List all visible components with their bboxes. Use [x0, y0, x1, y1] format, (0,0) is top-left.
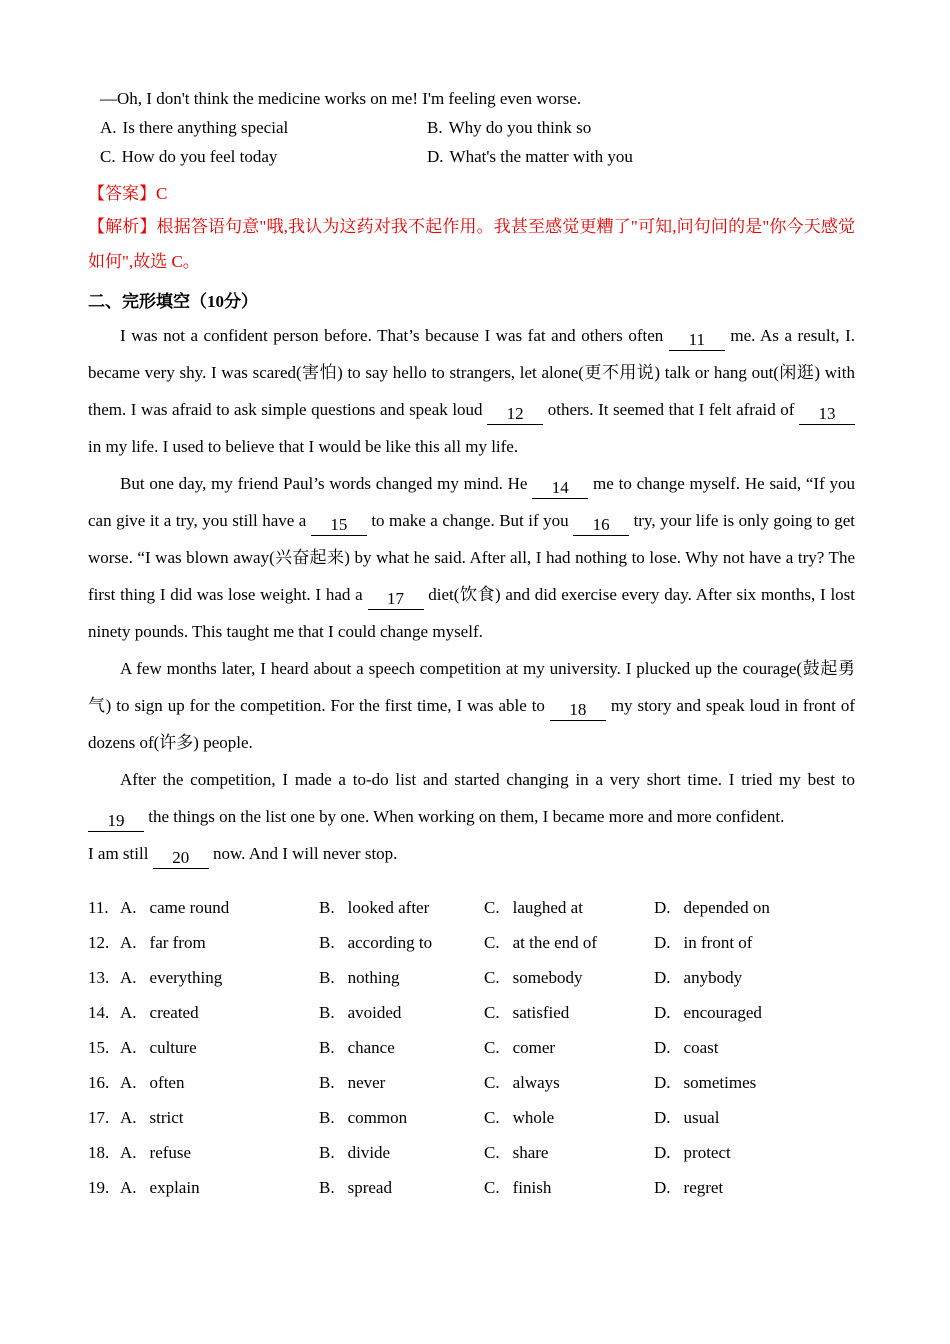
- choice-d: [427, 142, 633, 171]
- option-letter: A.: [120, 1003, 137, 1022]
- choice-a: [100, 113, 427, 142]
- option-d: [654, 1065, 855, 1100]
- option-d: [654, 1030, 855, 1065]
- option-letter: B.: [319, 1178, 335, 1197]
- passage-text: my story and speak loud in front of dozens of(许多) people.: [88, 696, 855, 752]
- choice-b-label: B.: [427, 118, 443, 137]
- analysis-line: [88, 209, 855, 279]
- option-b: [319, 995, 484, 1030]
- cloze-option-row-15: [88, 1030, 855, 1065]
- option-letter: D.: [654, 968, 671, 987]
- option-a: [120, 1030, 319, 1065]
- option-letter: D.: [654, 898, 671, 917]
- option-letter: A.: [120, 1143, 137, 1162]
- option-a: [120, 925, 319, 960]
- question-number: 17.: [88, 1108, 110, 1127]
- question-stem: —Oh, I don't think the medicine works on me! I'm feeling even worse.: [100, 89, 582, 108]
- option-letter: C.: [484, 1003, 500, 1022]
- option-text: spread: [347, 1178, 392, 1197]
- cloze-paragraph-3: [88, 650, 855, 761]
- option-d: [654, 1170, 855, 1205]
- section-heading: 二、完形填空（10分）: [88, 292, 258, 311]
- option-text: explain: [149, 1178, 200, 1197]
- option-text: looked after: [347, 898, 430, 917]
- choice-b-text: Why do you think so: [448, 118, 592, 137]
- option-letter: C.: [484, 898, 500, 917]
- option-letter: B.: [319, 898, 335, 917]
- option-letter: A.: [120, 1108, 137, 1127]
- option-b: [319, 925, 484, 960]
- option-text: everything: [149, 968, 223, 987]
- option-text: divide: [347, 1143, 391, 1162]
- question-number: 11.: [88, 898, 109, 917]
- passage-text: me to change myself. He said, “If you can give it a try, you still have a: [88, 474, 856, 530]
- question-number: 18.: [88, 1143, 110, 1162]
- cloze-option-row-17: [88, 1100, 855, 1135]
- option-letter: C.: [484, 1178, 500, 1197]
- option-text: always: [512, 1073, 560, 1092]
- choice-a-text: Is there anything special: [122, 118, 289, 137]
- option-letter: D.: [654, 1178, 671, 1197]
- choice-c-label: C.: [100, 147, 116, 166]
- option-text: common: [347, 1108, 408, 1127]
- option-b: [319, 1100, 484, 1135]
- option-letter: B.: [319, 968, 335, 987]
- option-d: [654, 995, 855, 1030]
- option-text: avoided: [347, 1003, 402, 1022]
- option-text: whole: [512, 1108, 555, 1127]
- option-text: culture: [149, 1038, 197, 1057]
- blank-12: 12: [487, 404, 543, 425]
- option-letter: D.: [654, 1003, 671, 1022]
- answer-label: 【答案】: [88, 184, 156, 203]
- option-d: [654, 1100, 855, 1135]
- option-letter: C.: [484, 1143, 500, 1162]
- option-a: [120, 995, 319, 1030]
- blank-14: 14: [532, 478, 588, 499]
- option-text: far from: [149, 933, 206, 952]
- option-b: [319, 1065, 484, 1100]
- option-text: satisfied: [512, 1003, 570, 1022]
- option-text: created: [149, 1003, 199, 1022]
- passage-text: to make a change. But if you: [371, 511, 569, 530]
- option-letter: A.: [120, 933, 137, 952]
- passage-text: now. And I will never stop.: [212, 844, 398, 863]
- option-letter: C.: [484, 1038, 500, 1057]
- option-letter: D.: [654, 1108, 671, 1127]
- choice-row-cd: [88, 142, 855, 171]
- choice-d-label: D.: [427, 147, 444, 166]
- option-letter: D.: [654, 933, 671, 952]
- option-letter: A.: [120, 1073, 137, 1092]
- cloze-paragraph-4: [88, 761, 855, 835]
- option-b: [319, 1135, 484, 1170]
- blank-15: 15: [311, 515, 367, 536]
- option-c: [484, 1100, 654, 1135]
- option-c: [484, 1065, 654, 1100]
- passage-text: others. It seemed that I felt afraid of: [547, 400, 795, 419]
- option-c: [484, 1170, 654, 1205]
- option-letter: D.: [654, 1143, 671, 1162]
- analysis-label: 【解析】: [88, 217, 157, 236]
- cloze-paragraph-5: [88, 835, 855, 872]
- choice-c: [100, 142, 427, 171]
- option-a: [120, 1065, 319, 1100]
- option-letter: B.: [319, 1038, 335, 1057]
- option-d: [654, 960, 855, 995]
- option-c: [484, 960, 654, 995]
- option-text: at the end of: [512, 933, 598, 952]
- option-text: sometimes: [683, 1073, 757, 1092]
- option-b: [319, 1170, 484, 1205]
- option-text: coast: [683, 1038, 719, 1057]
- option-b: [319, 960, 484, 995]
- option-text: refuse: [149, 1143, 192, 1162]
- option-letter: C.: [484, 1073, 500, 1092]
- choice-b: [427, 113, 591, 142]
- question-number: 19.: [88, 1178, 110, 1197]
- analysis-text: 根据答语句意"哦,我认为这药对我不起作用。我甚至感觉更糟了"可知,问句问的是"你今天感觉如何",故选 C。: [88, 217, 855, 271]
- passage-text: try, your life is only going to get worse. “I was blown away(兴奋起来) by what he said. After all, I had nothing to lose. Why not have a try? The first thing I did was lose weight. I had a: [88, 511, 856, 604]
- option-text: somebody: [512, 968, 583, 987]
- option-text: anybody: [683, 968, 743, 987]
- cloze-option-row-13: [88, 960, 855, 995]
- option-letter: B.: [319, 1003, 335, 1022]
- option-letter: B.: [319, 1073, 335, 1092]
- passage-text: After the competition, I made a to-do list and started changing in a very short time. I tried my best to: [120, 770, 855, 789]
- option-letter: C.: [484, 968, 500, 987]
- option-a: [120, 960, 319, 995]
- choice-row-ab: [88, 113, 855, 142]
- option-c: [484, 1135, 654, 1170]
- passage-text: But one day, my friend Paul’s words changed my mind. He: [120, 474, 528, 493]
- cloze-option-row-14: [88, 995, 855, 1030]
- option-c: [484, 1030, 654, 1065]
- option-text: protect: [683, 1143, 731, 1162]
- option-text: in front of: [683, 933, 753, 952]
- option-d: [654, 925, 855, 960]
- question-number: 14.: [88, 1003, 110, 1022]
- option-letter: D.: [654, 1073, 671, 1092]
- option-text: comer: [512, 1038, 556, 1057]
- option-letter: B.: [319, 933, 335, 952]
- blank-19: 19: [88, 811, 144, 832]
- blank-20: 20: [153, 848, 209, 869]
- cloze-option-row-16: [88, 1065, 855, 1100]
- blank-11: 11: [669, 330, 725, 351]
- question-number: 13.: [88, 968, 110, 987]
- cloze-paragraph-1: [88, 317, 855, 465]
- option-text: usual: [683, 1108, 720, 1127]
- option-text: often: [149, 1073, 185, 1092]
- option-letter: A.: [120, 1178, 137, 1197]
- blank-17: 17: [368, 589, 424, 610]
- option-letter: C.: [484, 933, 500, 952]
- option-letter: B.: [319, 1108, 335, 1127]
- option-text: came round: [149, 898, 230, 917]
- option-c: [484, 925, 654, 960]
- option-d: [654, 1135, 855, 1170]
- question-number: 15.: [88, 1038, 110, 1057]
- option-text: depended on: [683, 898, 770, 917]
- option-letter: A.: [120, 898, 137, 917]
- blank-13: 13: [799, 404, 855, 425]
- blank-16: 16: [573, 515, 629, 536]
- option-text: nothing: [347, 968, 400, 987]
- cloze-options-table: [88, 890, 855, 1205]
- passage-text: me. As a result, I. became very shy. I was scared(害怕) to say hello to strangers, let alone(更不用说) talk or hang out(闲逛) with them. I was afraid to ask simple questions and speak loud: [88, 326, 856, 419]
- option-a: [120, 1135, 319, 1170]
- option-text: according to: [347, 933, 433, 952]
- option-letter: A.: [120, 968, 137, 987]
- answer-value: C: [156, 184, 168, 203]
- option-letter: A.: [120, 1038, 137, 1057]
- passage-text: in my life. I used to believe that I would be like this all my life.: [88, 437, 519, 456]
- option-text: laughed at: [512, 898, 583, 917]
- option-a: [120, 890, 319, 925]
- option-text: encouraged: [683, 1003, 762, 1022]
- cloze-option-row-11: [88, 890, 855, 925]
- choice-d-text: What's the matter with you: [449, 147, 633, 166]
- option-text: share: [512, 1143, 549, 1162]
- option-letter: C.: [484, 1108, 500, 1127]
- question-number: 16.: [88, 1073, 110, 1092]
- option-letter: B.: [319, 1143, 335, 1162]
- option-text: finish: [512, 1178, 552, 1197]
- answer-line: [88, 179, 855, 209]
- option-text: regret: [683, 1178, 724, 1197]
- option-c: [484, 890, 654, 925]
- choice-c-text: How do you feel today: [121, 147, 278, 166]
- passage-text: I was not a confident person before. That’s because I was fat and others often: [120, 326, 664, 345]
- option-c: [484, 995, 654, 1030]
- option-b: [319, 890, 484, 925]
- option-a: [120, 1170, 319, 1205]
- option-d: [654, 890, 855, 925]
- option-letter: D.: [654, 1038, 671, 1057]
- option-b: [319, 1030, 484, 1065]
- passage-text: A few months later, I heard about a speech competition at my university. I plucked up the courage(鼓起勇气) to sign up for the competition. For the first time, I was able to: [88, 659, 855, 715]
- cloze-paragraph-2: [88, 465, 855, 650]
- cloze-option-row-18: [88, 1135, 855, 1170]
- option-text: never: [347, 1073, 386, 1092]
- option-a: [120, 1100, 319, 1135]
- passage-text: I am still: [88, 844, 149, 863]
- choice-a-label: A.: [100, 118, 117, 137]
- passage-text: the things on the list one by one. When working on them, I became more and more confident.: [148, 807, 785, 826]
- cloze-option-row-19: [88, 1170, 855, 1205]
- option-text: chance: [347, 1038, 395, 1057]
- cloze-option-row-12: [88, 925, 855, 960]
- question-number: 12.: [88, 933, 110, 952]
- passage-text: diet(饮食) and did exercise every day. After six months, I lost ninety pounds. This taught me that I could change myself.: [88, 585, 856, 641]
- blank-18: 18: [550, 700, 606, 721]
- option-text: strict: [149, 1108, 184, 1127]
